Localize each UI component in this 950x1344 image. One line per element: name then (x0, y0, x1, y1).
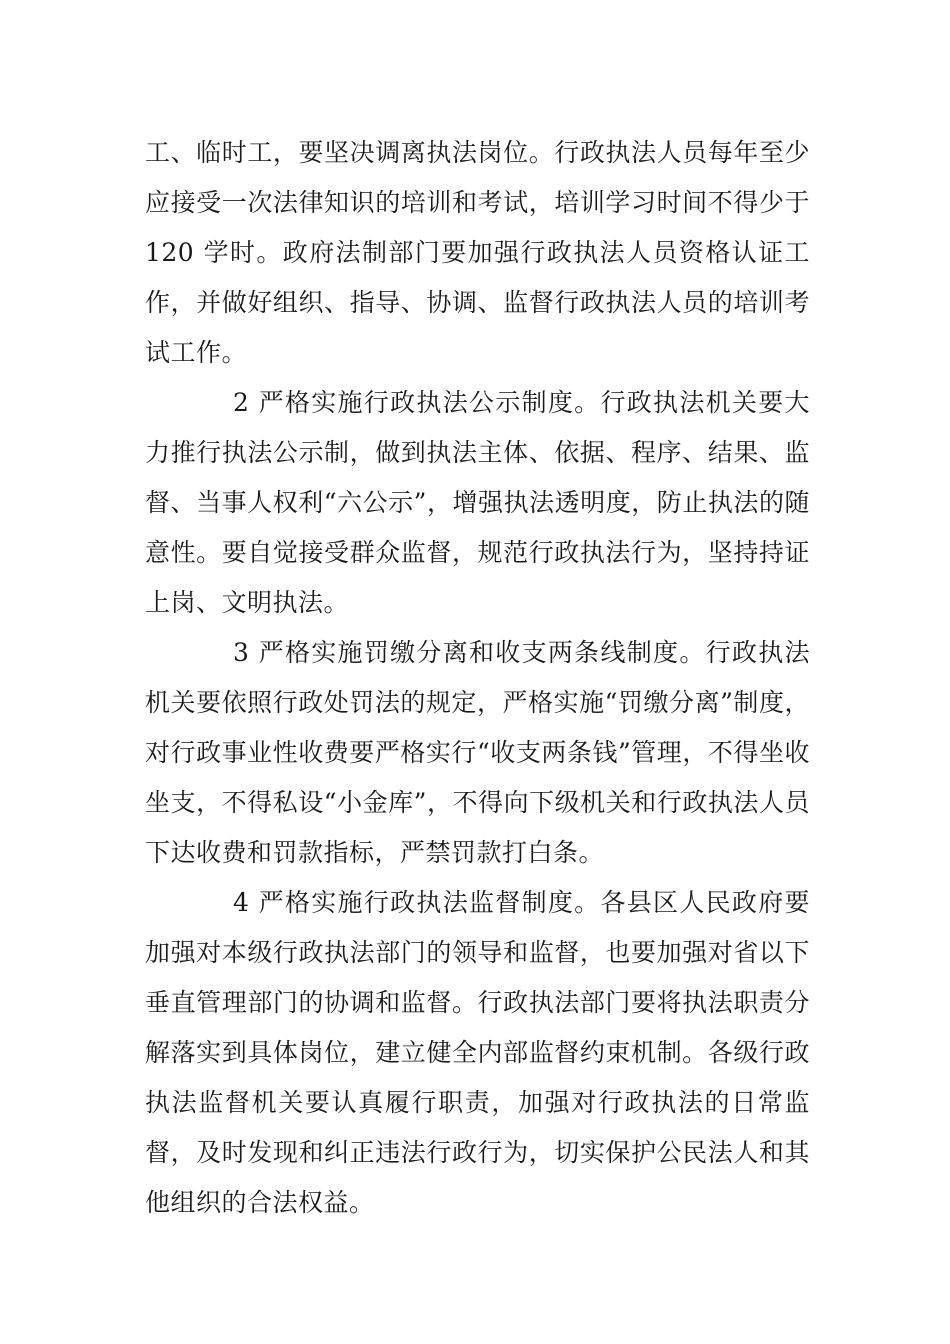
paragraph-item-2: 2 严格实施行政执法公示制度。行政执法机关要大力推行执法公示制，做到执法主体、依据、程序、结果、监督、当事人权利“六公示”，增强执法透明度，防止执法的随意性。要自觉接受群众监督，规范行政执法行为，坚持持证上岗、文明执法。 (145, 388, 810, 617)
document-body (145, 128, 810, 1228)
paragraph-item-4: 4 严格实施行政执法监督制度。各县区人民政府要加强对本级行政执法部门的领导和监督，也要加强对省以下垂直管理部门的协调和监督。行政执法部门要将执法职责分解落实到具体岗位，建立健全内部监督约束机制。各级行政执法监督机关要认真履行职责，加强对行政执法的日常监督，及时发现和纠正违法行政行为，切实保护公民法人和其他组织的合法权益。 (145, 888, 810, 1217)
paragraph-continuation: 工、临时工，要坚决调离执法岗位。行政执法人员每年至少应接受一次法律知识的培训和考试，培训学习时间不得少于120 学时。政府法制部门要加强行政执法人员资格认证工作，并做好组织、指导、协调、监督行政执法人员的培训考试工作。 (145, 138, 810, 367)
paragraph-item-3: 3 严格实施罚缴分离和收支两条线制度。行政执法机关要依照行政处罚法的规定，严格实施“罚缴分离”制度，对行政事业性收费要严格实行“收支两条钱”管理，不得坐收坐支，不得私设“小金库”，不得向下级机关和行政执法人员下达收费和罚款指标，严禁罚款打白条。 (145, 638, 810, 867)
